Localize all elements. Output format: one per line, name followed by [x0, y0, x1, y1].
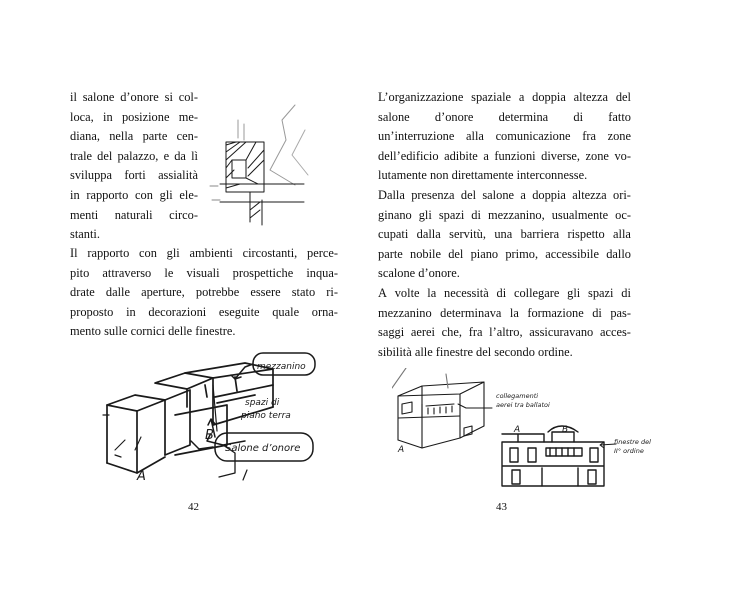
text-line: Dalla presenza del salone a doppia altezza ori- — [378, 188, 631, 202]
label-collegamenti: collegamenti — [496, 392, 539, 400]
left-paragraph-2 — [70, 244, 338, 342]
text-line: sibilità alle finestre del secondo ordine. — [378, 344, 573, 359]
text-line: lutamente non direttamente interconnesse. — [378, 168, 588, 183]
right-paragraph-1 — [378, 88, 631, 186]
text-line: mento sulle cornici delle finestre. — [70, 324, 236, 339]
right-paragraph-3 — [378, 284, 631, 362]
elevation-sketch — [498, 420, 608, 490]
text-line: ginano gli spazi di mezzanino, usualmente oc- — [378, 207, 631, 222]
text-line: in rapporto con gli ele- — [70, 187, 198, 202]
label-aerei: aerei tra ballatoi — [496, 401, 550, 409]
text-line: stanti. — [70, 227, 100, 242]
page-number-right: 43 — [496, 501, 507, 513]
text-line: pito attraverso le visuali prospettiche inqua- — [70, 265, 338, 280]
label-salone: Salone d’onore — [225, 443, 301, 454]
label-mezzanino: mezzanino — [257, 362, 306, 372]
text-line: cupati dalla servitù, una barriera rispetto alla — [378, 227, 631, 242]
text-line: un’interruzione alla comunicazione fra zone — [378, 129, 631, 144]
text-line: sviluppa forti assialità — [70, 168, 198, 183]
text-line: trale del palazzo, e da lì — [70, 148, 198, 163]
text-line: diana, nella parte cen- — [70, 129, 198, 144]
plan-sketch — [200, 100, 310, 230]
text-line: loca, in posizione me- — [70, 109, 198, 124]
text-line: mezzanino determinava la formazione di pas- — [378, 305, 631, 320]
right-paragraph-2 — [378, 186, 631, 284]
label-spazi: spazi di — [245, 398, 280, 408]
label-a-elevation: A — [514, 425, 521, 435]
axonometric-sketch-left — [95, 345, 355, 495]
label-b-elevation: B — [562, 425, 569, 435]
text-line: saggi aerei che, fra l’altro, assicuravano acces- — [378, 325, 631, 340]
text-line: il salone d’onore si col- — [70, 90, 198, 104]
label-a: A — [137, 469, 146, 484]
label-a-right: A — [398, 445, 405, 455]
text-line: A volte la necessità di collegare gli spazi di — [378, 286, 631, 300]
label-ordine: II° ordine — [614, 447, 644, 455]
text-line: drate dalle aperture, potrebbe essere stato ri- — [70, 285, 338, 300]
label-piano-terra: piano terra — [241, 411, 291, 421]
finestre-arrow — [598, 440, 618, 450]
left-wrapped-paragraph — [70, 88, 198, 245]
right-page — [368, 0, 736, 609]
text-line: proposto in decorazioni eseguite quale orna- — [70, 304, 338, 319]
text-line: scalone d’onore. — [378, 266, 460, 281]
page-number-left: 42 — [188, 501, 199, 513]
text-line: salone d’onore determina di fatto — [378, 109, 631, 124]
label-b: B — [205, 428, 214, 443]
text-line: dell’edificio adibite a funzioni diverse, zone vo- — [378, 148, 631, 163]
text-line: menti naturali circo- — [70, 207, 198, 222]
text-line: L’organizzazione spaziale a doppia altezza del — [378, 90, 631, 104]
text-line: parte nobile del piano primo, accessibile dallo — [378, 246, 631, 261]
text-line: Il rapporto con gli ambienti circostanti, perce- — [70, 246, 338, 260]
label-finestre: finestre del — [614, 438, 651, 446]
